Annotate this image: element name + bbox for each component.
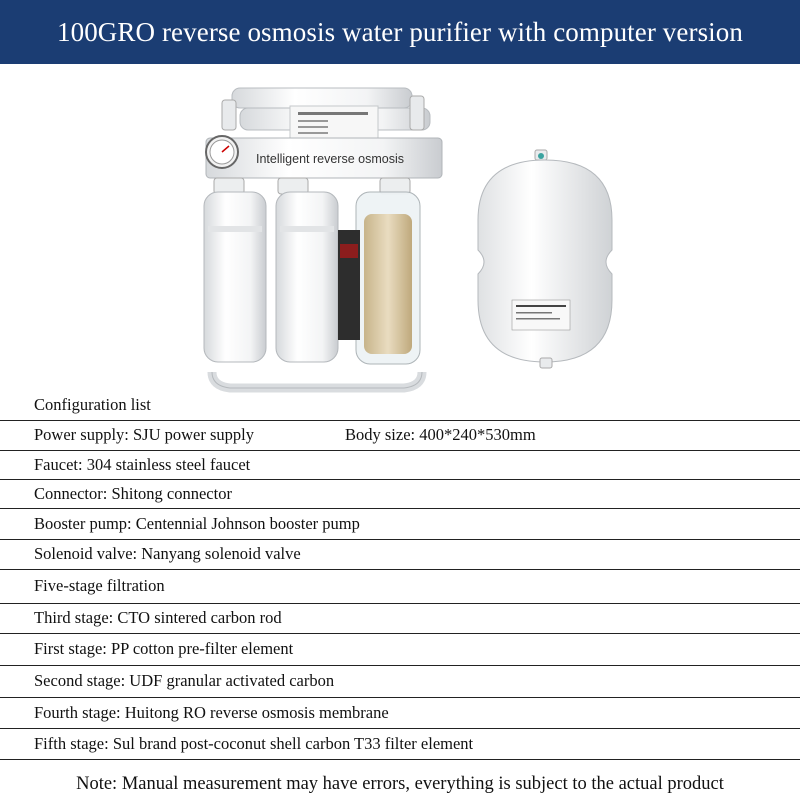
- table-row-fifth-stage: [0, 729, 800, 760]
- solenoid-valve-cell: Solenoid valve: Nanyang solenoid valve: [34, 544, 301, 564]
- first-stage-cell: First stage: PP cotton pre-filter element: [34, 639, 294, 659]
- page-title: 100GRO reverse osmosis water purifier with computer version: [57, 16, 743, 47]
- mounting-bracket: [206, 138, 442, 178]
- table-row-solenoid: [0, 540, 800, 570]
- table-row-booster: [0, 509, 800, 540]
- storage-tank: [478, 150, 612, 368]
- table-row-power: [0, 421, 800, 451]
- table-row-heading: [0, 391, 800, 421]
- connector-cell: Connector: Shitong connector: [34, 483, 232, 503]
- config-heading: Configuration list: [34, 395, 151, 415]
- table-row-third-stage: [0, 604, 800, 634]
- fifth-stage-cell: Fifth stage: Sul brand post-coconut shell carbon T33 filter element: [34, 733, 474, 753]
- base-frame: [212, 372, 422, 388]
- table-row-five-stage: [0, 570, 800, 604]
- body-size-cell: Body size: 400*240*530mm: [345, 425, 536, 445]
- power-supply-cell: Power supply: SJU power supply: [34, 425, 255, 445]
- unit-label: Intelligent reverse osmosis: [256, 152, 404, 166]
- second-stage-cell: Second stage: UDF granular activated carbon: [34, 671, 335, 691]
- fourth-stage-cell: Fourth stage: Huitong RO reverse osmosis membrane: [34, 702, 389, 722]
- third-stage-cell: Third stage: CTO sintered carbon rod: [34, 608, 282, 628]
- booster-pump-cell: Booster pump: Centennial Johnson booster pump: [34, 513, 360, 533]
- faucet-cell: Faucet: 304 stainless steel faucet: [34, 454, 251, 474]
- table-row-faucet: [0, 451, 800, 480]
- disclaimer-note: Note: Manual measurement may have errors, everything is subject to the actual product: [76, 774, 724, 794]
- table-row-connector: [0, 480, 800, 509]
- title-banner: [0, 0, 800, 64]
- filter-canisters: [204, 178, 420, 364]
- five-stage-cell: Five-stage filtration: [34, 576, 165, 596]
- configuration-table: [0, 391, 800, 760]
- table-row-first-stage: [0, 634, 800, 666]
- table-row-second-stage: [0, 666, 800, 698]
- pressure-gauge-icon: [206, 136, 238, 168]
- table-row-fourth-stage: [0, 698, 800, 729]
- product-photo: [200, 78, 620, 398]
